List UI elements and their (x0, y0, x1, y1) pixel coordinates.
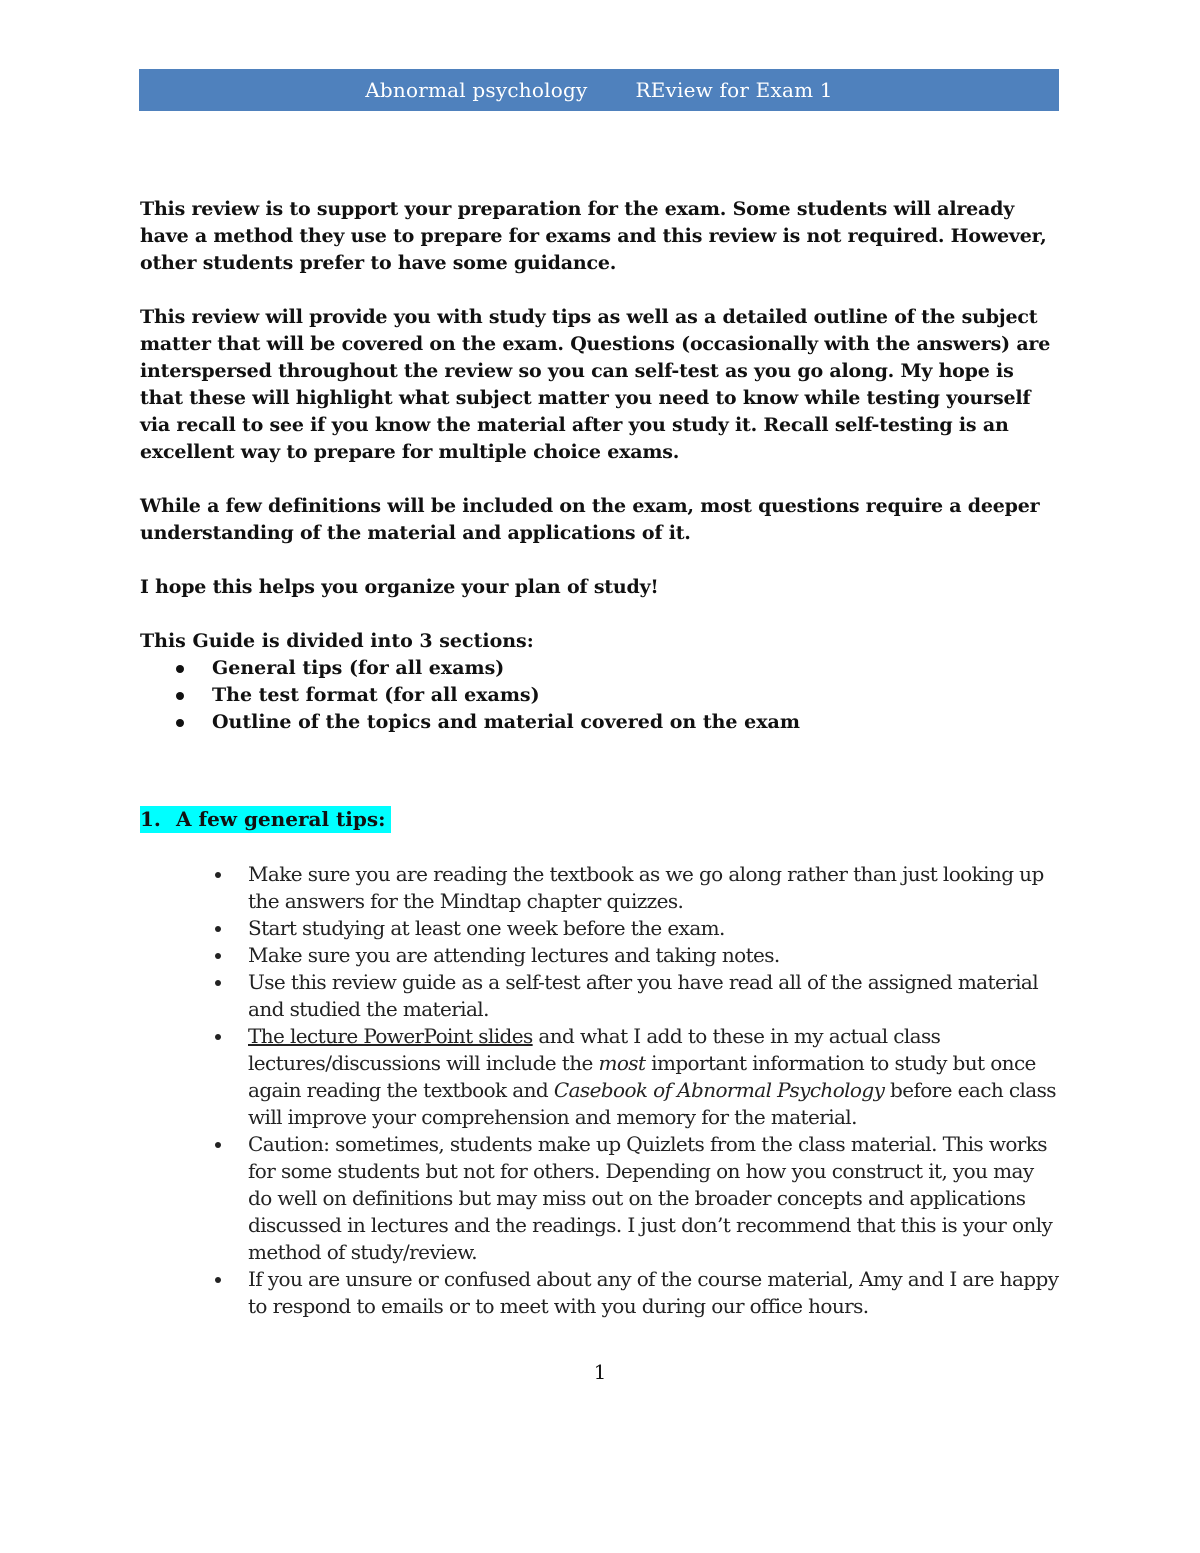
tip-text: and what I add to these in my actual class lectures/discussions will include the (248, 1024, 941, 1075)
header-review-title: REview for Exam 1 (635, 78, 833, 102)
powerpoint-slides-reference: The lecture PowerPoint slides (248, 1024, 533, 1048)
bullet-icon (215, 953, 221, 959)
bullet-icon (215, 872, 221, 878)
list-item (140, 1131, 1060, 1266)
guide-section-label: Outline of the topics and material covered on the exam (212, 711, 800, 733)
list-item (140, 861, 1060, 915)
list-item (140, 655, 1060, 682)
header-banner (139, 69, 1059, 111)
guide-section-label: General tips (for all exams) (212, 657, 505, 679)
section-heading-general-tips (140, 806, 391, 833)
header-course-title: Abnormal psychology (365, 78, 588, 102)
casebook-title: Casebook of Abnormal Psychology (553, 1078, 885, 1102)
intro-paragraph-3: While a few definitions will be included on the exam, most questions require a deeper understanding of the material and applications of it. (140, 495, 1040, 544)
tip-text: Use this review guide as a self-test after you have read all of the assigned material and studied the material. (248, 970, 1039, 1021)
bullet-icon (176, 692, 184, 700)
emphasis-text: most (598, 1051, 646, 1075)
intro-section (140, 196, 1060, 601)
general-tips-list (140, 861, 1060, 1320)
section-heading-text: A few general tips: (176, 807, 386, 831)
guide-sections-list (140, 655, 1060, 736)
tip-text: Make sure you are reading the textbook as we go along rather than just looking up the answers for the Mindtap chapter quizzes. (248, 862, 1044, 913)
bullet-icon (176, 665, 184, 673)
tip-text: If you are unsure or confused about any of the course material, Amy and I are happy to respond to emails or to meet with you during our office hours. (248, 1267, 1059, 1318)
list-item (140, 915, 1060, 942)
guide-section-label: The test format (for all exams) (212, 684, 540, 706)
bullet-icon (215, 1142, 221, 1148)
list-item (140, 969, 1060, 1023)
bullet-icon (215, 980, 221, 986)
page-number: 1 (593, 1360, 607, 1384)
list-item (140, 1023, 1060, 1131)
list-item (140, 709, 1060, 736)
bullet-icon (215, 1034, 221, 1040)
intro-paragraph-2: This review will provide you with study tips as well as a detailed outline of the subject matter that will be covered on the exam. Questions (occasionally with the answers) are interspersed throughout the review so you can self-test as you go along. My hope is that these will highlight what subject matter you need to know while testing yourself via recall to see if you know the material after you study it. Recall self-testing is an excellent way to prepare for multiple choice exams. (140, 306, 1051, 463)
intro-paragraph-4: I hope this helps you organize your plan of study! (140, 576, 659, 598)
bullet-icon (215, 1277, 221, 1283)
tip-text: Caution: sometimes, students make up Quizlets from the class material. This works for some students but not for others. Depending on how you construct it, you may do well on definitions but may miss out on the broader concepts and applications discussed in lectures and the readings. I just don’t recommend that this is your only method of study/review. (248, 1132, 1053, 1264)
list-item (140, 942, 1060, 969)
list-item (140, 1266, 1060, 1320)
tip-text: before each class will improve your comprehension and memory for the material. (248, 1078, 1056, 1129)
intro-paragraph-1: This review is to support your preparation for the exam. Some students will already have a method they use to prepare for exams and this review is not required. However, other students prefer to have some guidance. (140, 198, 1047, 274)
section-number: 1. (140, 807, 161, 831)
tip-text: Make sure you are attending lectures and taking notes. (248, 943, 780, 967)
bullet-icon (215, 926, 221, 932)
guide-sections-title: This Guide is divided into 3 sections: (140, 630, 534, 652)
bullet-icon (176, 719, 184, 727)
tip-text: Start studying at least one week before the exam. (248, 916, 725, 940)
tip-text: important information to study but once again reading the textbook and (248, 1051, 1036, 1102)
document-body (140, 196, 1060, 1320)
list-item (140, 682, 1060, 709)
